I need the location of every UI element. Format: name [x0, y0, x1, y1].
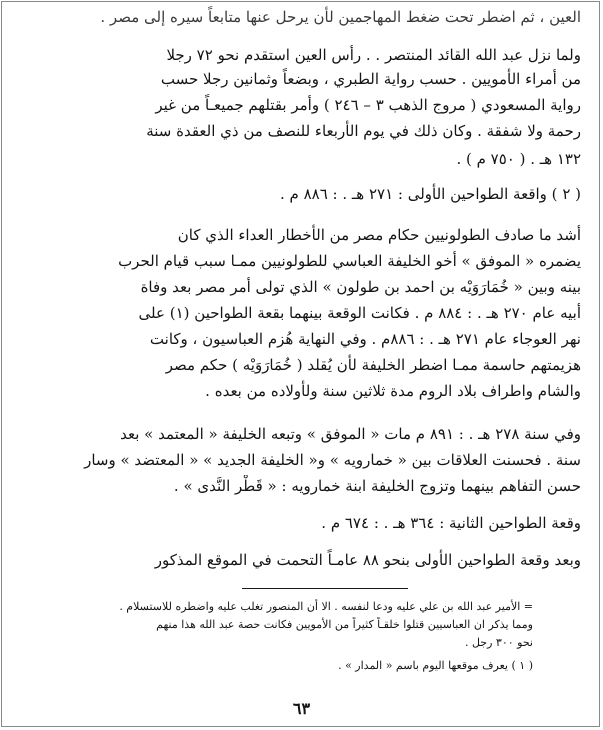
text-line-14: والشام واطراف بلاد الروم مدة ثلاثين سنة ولأولاده من بعده . — [205, 382, 581, 400]
text-line-3: من أمراء الأمويين . حسب رواية الطبري ، وبضعاً وثمانين رجلا حسب — [160, 70, 581, 88]
text-line-1: العين ، ثم اضطر تحت ضغط المهاجمين لأن يرحل عنها متابعاً سيره إلى مصر . — [100, 8, 581, 26]
footnote-line-2: ومما يذكر ان العباسيين قتلوا خلقـاً كثيراً من الأمويين فكانت حصة عبد الله هذا منهم — [156, 618, 533, 631]
text-line-12: نهر العوجاء عام ٢٧١ هـ . : ٨٨٦م . وفي النهاية هُزم العباسيون ، وكانت — [149, 330, 581, 348]
text-line-15: وفي سنة ٢٧٨ هـ . : ٨٩١ م مات « الموفق » وتبعه الخليفة « المعتمد » بعد — [120, 425, 581, 443]
text-line-2: ولما نزل عبد الله القائد المنتصر . . رأس العين استقدم نحو ٧٢ رجلا — [166, 46, 581, 64]
text-line-6: ١٣٢ هـ . ( ٧٥٠ م ) . — [456, 150, 581, 168]
text-line-19: وبعد وقعة الطواحين الأولى بنحو ٨٨ عامـاً التحمت في الموقع المذكور — [154, 551, 581, 569]
text-line-17: حسن التفاهم بينهما وتزوج الخليفة ابنة خمارويه : « قَطْر النَّدى » . — [173, 477, 581, 495]
page-number: ٦٣ — [292, 699, 311, 718]
text-line-11: أبيه عام ٢٧٠ هـ . : ٨٨٤ م . فكانت الوقعة بينهما بقعة الطواحين (١) على — [138, 304, 581, 322]
footnote-line-4: ( ١ ) يعرف موقعها اليوم باسم « المدار » . — [338, 659, 533, 672]
text-line-9: يضمره « الموفق » أخو الخليفة العباسي للطولونيين ممـا سبب قيام الحرب — [118, 252, 581, 270]
footnote-line-1: = الأمير عبد الله بن علي عليه ودعا لنفسه . الا أن المنصور تغلب عليه واضطره للاستسلام . — [119, 600, 533, 613]
footnote-line-3: نحو ٣٠٠ رجل . — [464, 636, 533, 649]
text-line-4: رواية المسعودي ( مروج الذهب ٣ – ٢٤٦ ) وأمر بقتلهم جميعـاً من غير — [155, 96, 581, 114]
text-line-10: بينه وبين « خُمَارَوَيْه بن احمد بن طولون » الذي تولى أمر مصر بعد وفاة — [140, 278, 581, 296]
footnote-separator — [242, 588, 408, 589]
text-line-8: أشد ما صادف الطولونيين حكام مصر من الأخطار العداء الذي كان — [177, 226, 581, 244]
page-frame — [1, 1, 600, 727]
document-page — [4, 2, 599, 728]
text-line-16: سنة . فحسنت العلاقات بين « خمارويه » و« الخليفة الجديد » « المعتضد » وسار — [84, 451, 581, 469]
section-heading-1: ( ٢ ) واقعة الطواحين الأولى : ٢٧١ هـ . : ٨٨٦ م . — [279, 185, 581, 203]
section-heading-2: وقعة الطواحين الثانية : ٣٦٤ هـ . : ٦٧٤ م . — [321, 514, 581, 532]
text-line-5: رحمة ولا شفقة . وكان ذلك في يوم الأربعاء للنصف من ذي العقدة سنة — [146, 122, 581, 140]
text-line-13: هزيمتهم حاسمة ممـا اضطر الخليفة لأن يُقلد ( خُمَارَوَيْه ) حكم مصر — [165, 356, 581, 374]
